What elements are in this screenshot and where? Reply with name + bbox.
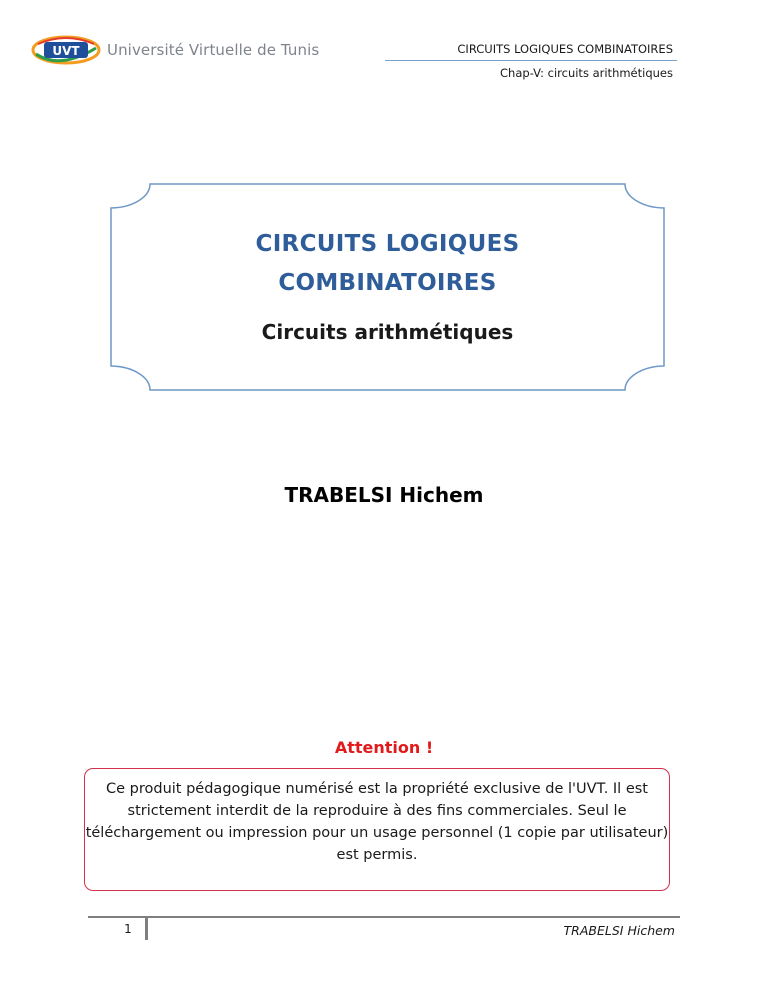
header-course-title: CIRCUITS LOGIQUES COMBINATOIRES xyxy=(457,42,673,56)
notice-text: Ce produit pédagogique numérisé est la propriété exclusive de l'UVT. Il est strictement interdit de la reproduire à des fins commerciales. Seul le téléchargement ou impression pour un usage personnel (1 copie par utilisateur) est permis. xyxy=(85,781,669,863)
page-number: 1 xyxy=(124,922,132,936)
cover-title xyxy=(110,225,665,303)
footer-rule xyxy=(88,916,680,918)
logo-text: UVT xyxy=(52,44,80,58)
cover-subtitle: Circuits arithmétiques xyxy=(261,320,514,344)
uvt-logo xyxy=(30,30,102,70)
university-name: Université Virtuelle de Tunis xyxy=(107,41,320,59)
notice-heading: Attention ! xyxy=(334,738,434,757)
footer-separator xyxy=(145,918,148,940)
cover-title-line1: CIRCUITS LOGIQUES xyxy=(255,231,520,257)
header-chapter: Chap-V: circuits arithmétiques xyxy=(500,66,673,80)
footer-author: TRABELSI Hichem xyxy=(563,923,675,938)
cover-title-line2: COMBINATOIRES xyxy=(278,270,497,296)
cover-author: TRABELSI Hichem xyxy=(284,483,484,507)
header-divider xyxy=(385,60,677,61)
